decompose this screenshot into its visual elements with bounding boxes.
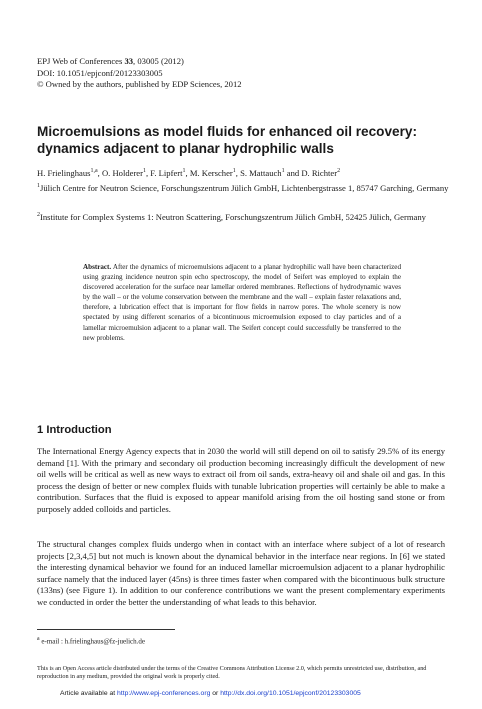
footnote: $^a$ e-mail : h.frielinghaus@fz-juelich.de: [37, 636, 145, 646]
abstract: [83, 262, 401, 343]
copyright-line: © Owned by the authors, published by EDP Sciences, 2012: [37, 79, 242, 90]
journal-citation: EPJ Web of Conferences 33, 03005 (2012): [37, 56, 184, 66]
abstract-text: After the dynamics of microemulsions adjacent to a planar hydrophilic wall have been characterized using grazing incidence neutron spin echo spectroscopy, the model of Seifert was employed to explain the discovered acceleration for the surface near lamellar ordered membranes. Reflections of hydrodynamic waves by the wall – or the volume conservation between the membrane and the wall – explain faster relaxations and, therefore, a lubrication effect that is important for flow fields in narrow pores. The whole scenery is now spectated by using different scenarios of a bicontinuous microemulsion exposed to clay particles and of a lamellar microemulsion adjacent to a planar wall. The Seifert concept could successfully be transferred to the new problems.: [83, 263, 401, 342]
affiliation-1: $^1$Jülich Centre for Neutron Science, Forschungszentrum Jülich GmbH, Lichtenbergstrasse 1, 85747 Garching, Germany: [37, 183, 449, 193]
doi-line: DOI: 10.1051/epjconf/20123303005: [37, 67, 163, 78]
paper-title: Microemulsions as model fluids for enhanced oil recovery: dynamics adjacent to planar hydrophilic walls: [37, 124, 417, 156]
paragraph-2: The structural changes complex fluids undergo when in contact with an interface where subject of a lot of research projects [2,3,4,5] but not much is known about the dynamical behavior in the interface near regions. In [6] we stated the interesting dynamical behavior we found for an induced lamellar microemulsion adjacent to a planar hydrophilic surface namely that the induced layer (45ns) is three times faster when compared with the bicontinuous bulk structure (133ns) (see Figure 1). In addition to our conference contributions we want the present complementary experiments we conducted in order the better the understanding of what leads to this behavior.: [37, 539, 445, 607]
affiliation-2: $^2$Institute for Complex Systems 1: Neutron Scattering, Forschungszentrum Jülich GmbH, 52425 Jülich, Germany: [37, 212, 426, 222]
footnote-divider: [37, 629, 175, 630]
author-list: H. Frielinghaus$^{1,a}$, O. Holderer$^1$, F. Lipfert$^1$, M. Kerscher$^1$, S. Mattauch$^1$ and D. Richter$^2$: [37, 168, 341, 178]
section-heading: 1 Introduction: [37, 424, 112, 436]
availability-line: Article available at http://www.epj-conferences.org or http://dx.doi.org/10.1051/epjconf/20123303005: [60, 690, 361, 697]
journal-link[interactable]: http://www.epj-conferences.org: [117, 690, 211, 697]
abstract-label: Abstract.: [83, 263, 112, 271]
license-notice: This is an Open Access article distributed under the terms of the Creative Commons Attribution License 2.0, which permits unrestricted use, distribution, and reproduction in any medium, provided the original work is properly cited.: [37, 665, 427, 681]
doi-link[interactable]: http://dx.doi.org/10.1051/epjconf/20123303005: [220, 690, 361, 697]
journal-header: [37, 56, 242, 91]
paragraph-1: The International Energy Agency expects that in 2030 the world will still depend on oil to satisfy 29.5% of its energy demand [1]. With the primary and secondary oil production becoming increasingly difficult the development of new oil wells will be critical as well as new ways to extract oil from oil sands, extra-heavy oil and shale oil and gas. In this process the design of better or new complex fluids with tunable lubrication properties will certainly be able to make a contribution. Surfaces that the fluid is exposed to appear manifold arising from the oil hosting sand stone or from purposely added colloids and particles.: [37, 446, 445, 514]
